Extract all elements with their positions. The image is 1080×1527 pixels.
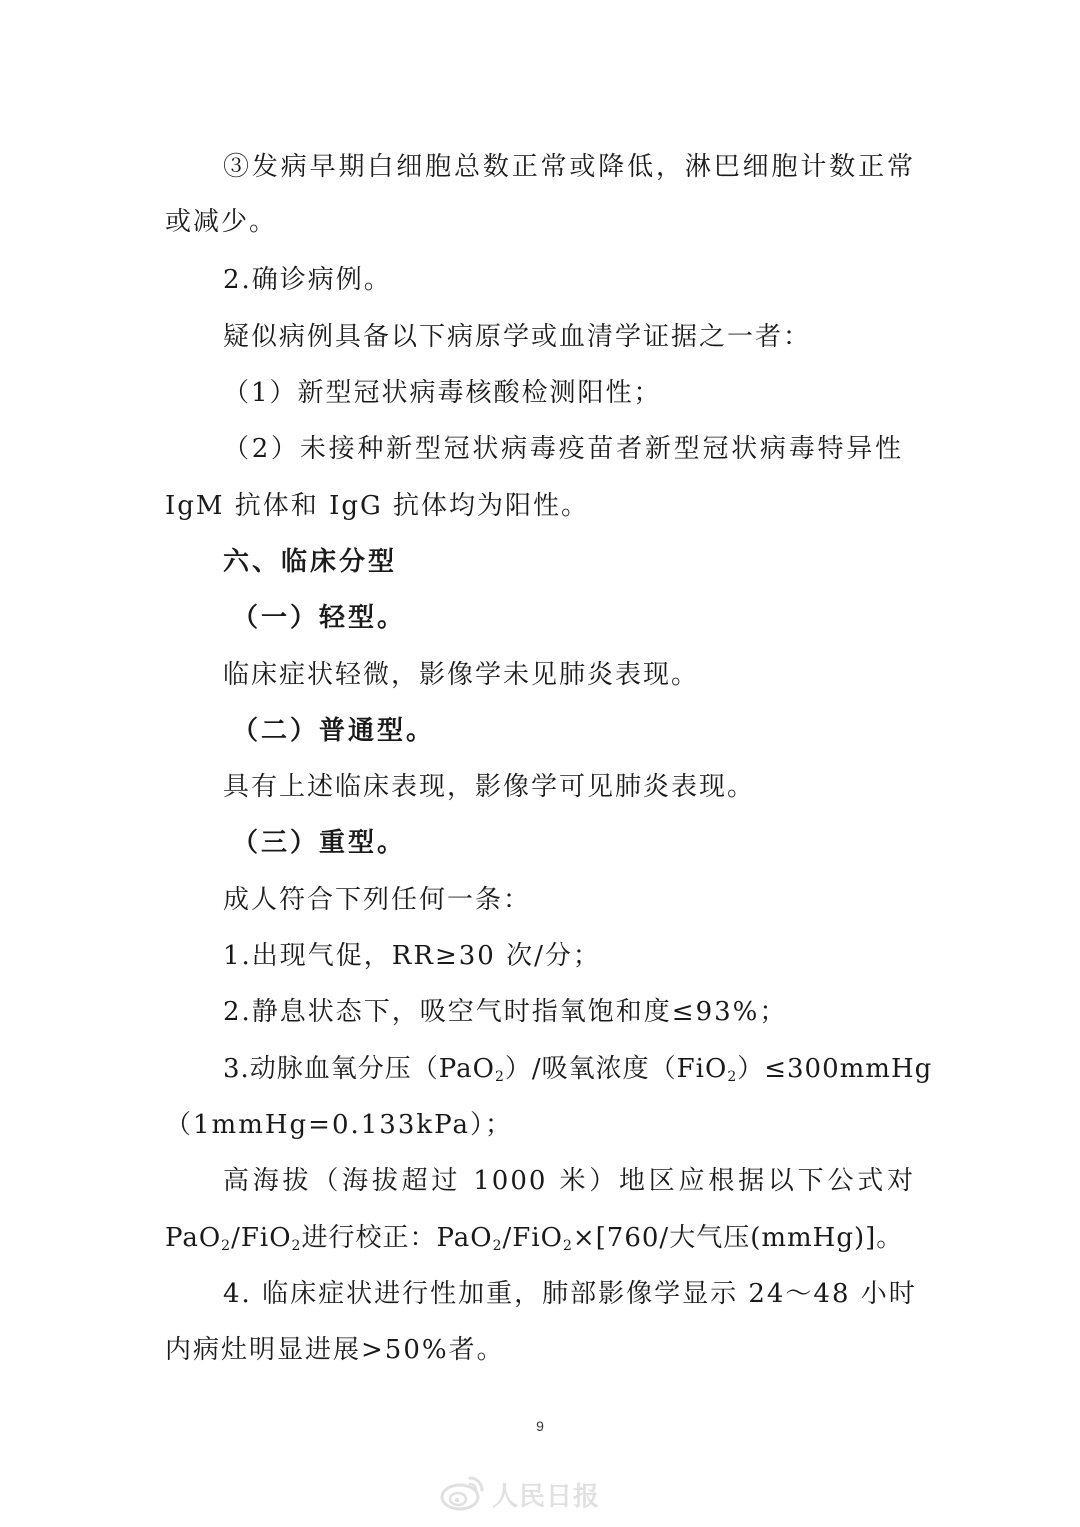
subscript: 2 <box>492 1238 503 1254</box>
text-run: PaO <box>165 1223 222 1253</box>
paragraph-line: 高海拔（海拔超过 1000 米）地区应根据以下公式对 <box>223 1166 915 1196</box>
subscript: 2 <box>494 1069 505 1085</box>
paragraph-line: IgM 抗体和 IgG 抗体均为阳性。 <box>165 491 590 521</box>
paragraph-line: ③发病早期白细胞总数正常或降低，淋巴细胞计数正常 <box>223 152 915 182</box>
subscript: 2 <box>562 1238 573 1254</box>
subscript: 2 <box>221 1238 232 1254</box>
watermark-text: 人民日报 <box>492 1481 601 1512</box>
weibo-icon <box>440 1472 486 1516</box>
paragraph-line: （1mmHg=0.133kPa）； <box>165 1110 513 1140</box>
text-run: 3.动脉血氧分压（PaO <box>223 1054 495 1084</box>
watermark <box>440 1472 600 1516</box>
paragraph-line: 1.出现气促，RR≥30 次/分； <box>223 941 601 971</box>
paragraph-line <box>223 1052 932 1086</box>
paragraph-line: 成人符合下列任何一条： <box>223 885 532 915</box>
text-run: ）/吸氧浓度（FiO <box>504 1054 728 1084</box>
text-run: /FiO <box>231 1223 292 1253</box>
subscript: 2 <box>727 1069 738 1085</box>
text-run: 进行校正：PaO <box>301 1223 493 1253</box>
subsection-heading: （一）轻型。 <box>232 603 407 633</box>
paragraph-line: 或减少。 <box>165 207 278 237</box>
text-run: ×[760/大气压(mmHg)]。 <box>572 1223 904 1253</box>
paragraph-line: （2）未接种新型冠状病毒疫苗者新型冠状病毒特异性 <box>223 434 903 464</box>
paragraph-line: 2.静息状态下，吸空气时指氧饱和度≤93%； <box>223 997 788 1027</box>
paragraph-line: 疑似病例具备以下病原学或血清学证据之一者： <box>223 322 812 352</box>
section-heading: 六、临床分型 <box>223 547 398 577</box>
subsection-heading: （二）普通型。 <box>232 716 436 746</box>
text-run: ）≤300mmHg <box>737 1054 933 1084</box>
paragraph-line: 2.确诊病例。 <box>223 265 392 295</box>
paragraph-line: 具有上述临床表现，影像学可见肺炎表现。 <box>223 772 756 802</box>
paragraph-line: 内病灶明显进展>50%者。 <box>165 1335 505 1365</box>
paragraph-line: 临床症状轻微，影像学未见肺炎表现。 <box>223 660 700 690</box>
paragraph-line: （1）新型冠状病毒核酸检测阳性； <box>223 378 662 408</box>
subsection-heading: （三）重型。 <box>232 828 407 858</box>
page-number: 9 <box>536 1418 544 1434</box>
paragraph-line: 4. 临床症状进行性加重，肺部影像学显示 24～48 小时 <box>223 1279 917 1309</box>
paragraph-line <box>165 1221 903 1255</box>
text-run: /FiO <box>502 1223 563 1253</box>
subscript: 2 <box>291 1238 302 1254</box>
